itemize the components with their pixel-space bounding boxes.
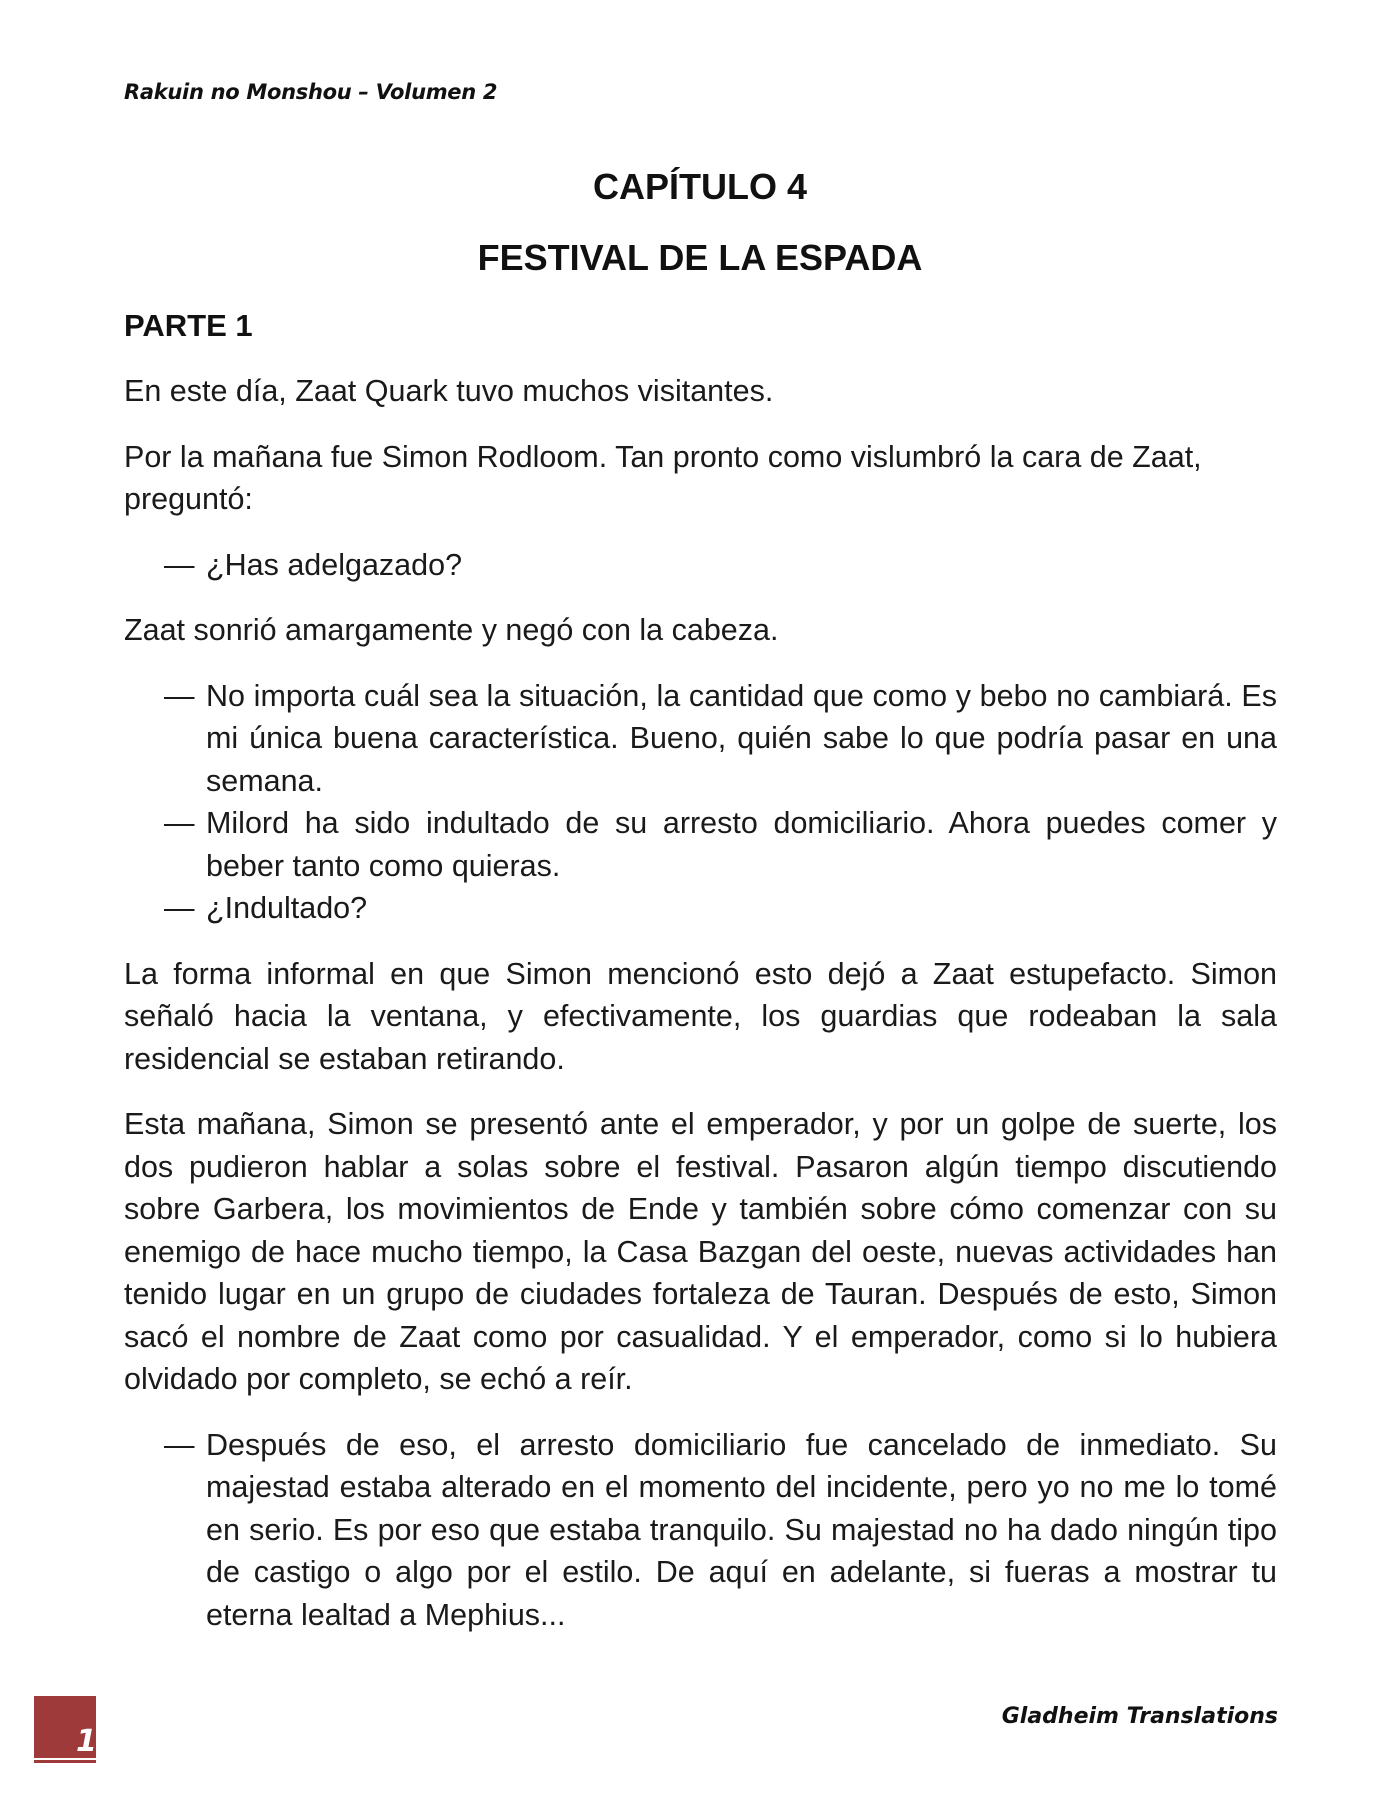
- footer-credit: Gladheim Translations: [1001, 1704, 1278, 1729]
- document-body: [124, 370, 1277, 1636]
- paragraph: Por la mañana fue Simon Rodloom. Tan pronto como vislumbró la cara de Zaat, preguntó:: [124, 439, 1202, 516]
- dialogue-text: Después de eso, el arresto domiciliario fue cancelado de inmediato. Su majestad estaba alterado en el momento del incidente, pero yo no me lo tomé en serio. Es por eso que estaba tranquilo. Su majestad no ha dado ningún tipo de castigo o algo por el estilo. De aquí en adelante, si fueras a mostrar tu eterna lealtad a Mephius...: [206, 1427, 1277, 1632]
- dialogue-dash: —: [164, 547, 195, 582]
- dialogue-line: [164, 887, 1277, 930]
- dialogue-text: Milord ha sido indultado de su arresto domiciliario. Ahora puedes comer y beber tanto como quieras.: [206, 806, 1277, 883]
- paragraph: En este día, Zaat Quark tuvo muchos visitantes.: [124, 374, 774, 408]
- dialogue-dash: —: [164, 891, 195, 925]
- chapter-title-heading: FESTIVAL DE LA ESPADA: [477, 237, 923, 278]
- paragraph: La forma informal en que Simon mencionó esto dejó a Zaat estupefacto. Simon señaló hacia la ventana, y efectivamente, los guardias que rodeaban la sala residencial se estaban retirando.: [124, 956, 1277, 1076]
- page-number-underline: [34, 1760, 96, 1763]
- running-header-title: Rakuin no Monshou – Volumen 2: [124, 80, 498, 104]
- dialogue-text: ¿Indultado?: [206, 891, 368, 925]
- paragraph: Zaat sonrió amargamente y negó con la cabeza.: [124, 613, 779, 647]
- dialogue-text: No importa cuál sea la situación, la cantidad que como y bebo no cambiará. Es mi única buena característica. Bueno, quién sabe lo que podría pasar en una semana.: [206, 678, 1277, 798]
- dialogue-dash: —: [164, 806, 195, 840]
- dialogue-line: [164, 675, 1277, 803]
- dialogue-dash: —: [164, 678, 195, 713]
- dialogue-dash: —: [164, 1427, 195, 1462]
- part-heading: PARTE 1: [124, 308, 253, 343]
- paragraph: Esta mañana, Simon se presentó ante el emperador, y por un golpe de suerte, los dos pudieron hablar a solas sobre el festival. Pasaron algún tiempo discutiendo sobre Garbera, los movimientos de Ende y también sobre cómo comenzar con su enemigo de hace mucho tiempo, la Casa Bazgan del oeste, nuevas actividades han tenido lugar en un grupo de ciudades fortaleza de Tauran. Después de esto, Simon sacó el nombre de Zaat como por casualidad. Y el emperador, como si lo hubiera olvidado por completo, se echó a reír.: [124, 1107, 1277, 1396]
- page-number: 1: [76, 1724, 97, 1759]
- dialogue-line: [164, 1424, 1277, 1637]
- dialogue-text: ¿Has adelgazado?: [206, 547, 463, 582]
- chapter-number-heading: CAPÍTULO 4: [592, 166, 807, 207]
- dialogue-line: [164, 544, 1277, 587]
- dialogue-line: [164, 802, 1277, 887]
